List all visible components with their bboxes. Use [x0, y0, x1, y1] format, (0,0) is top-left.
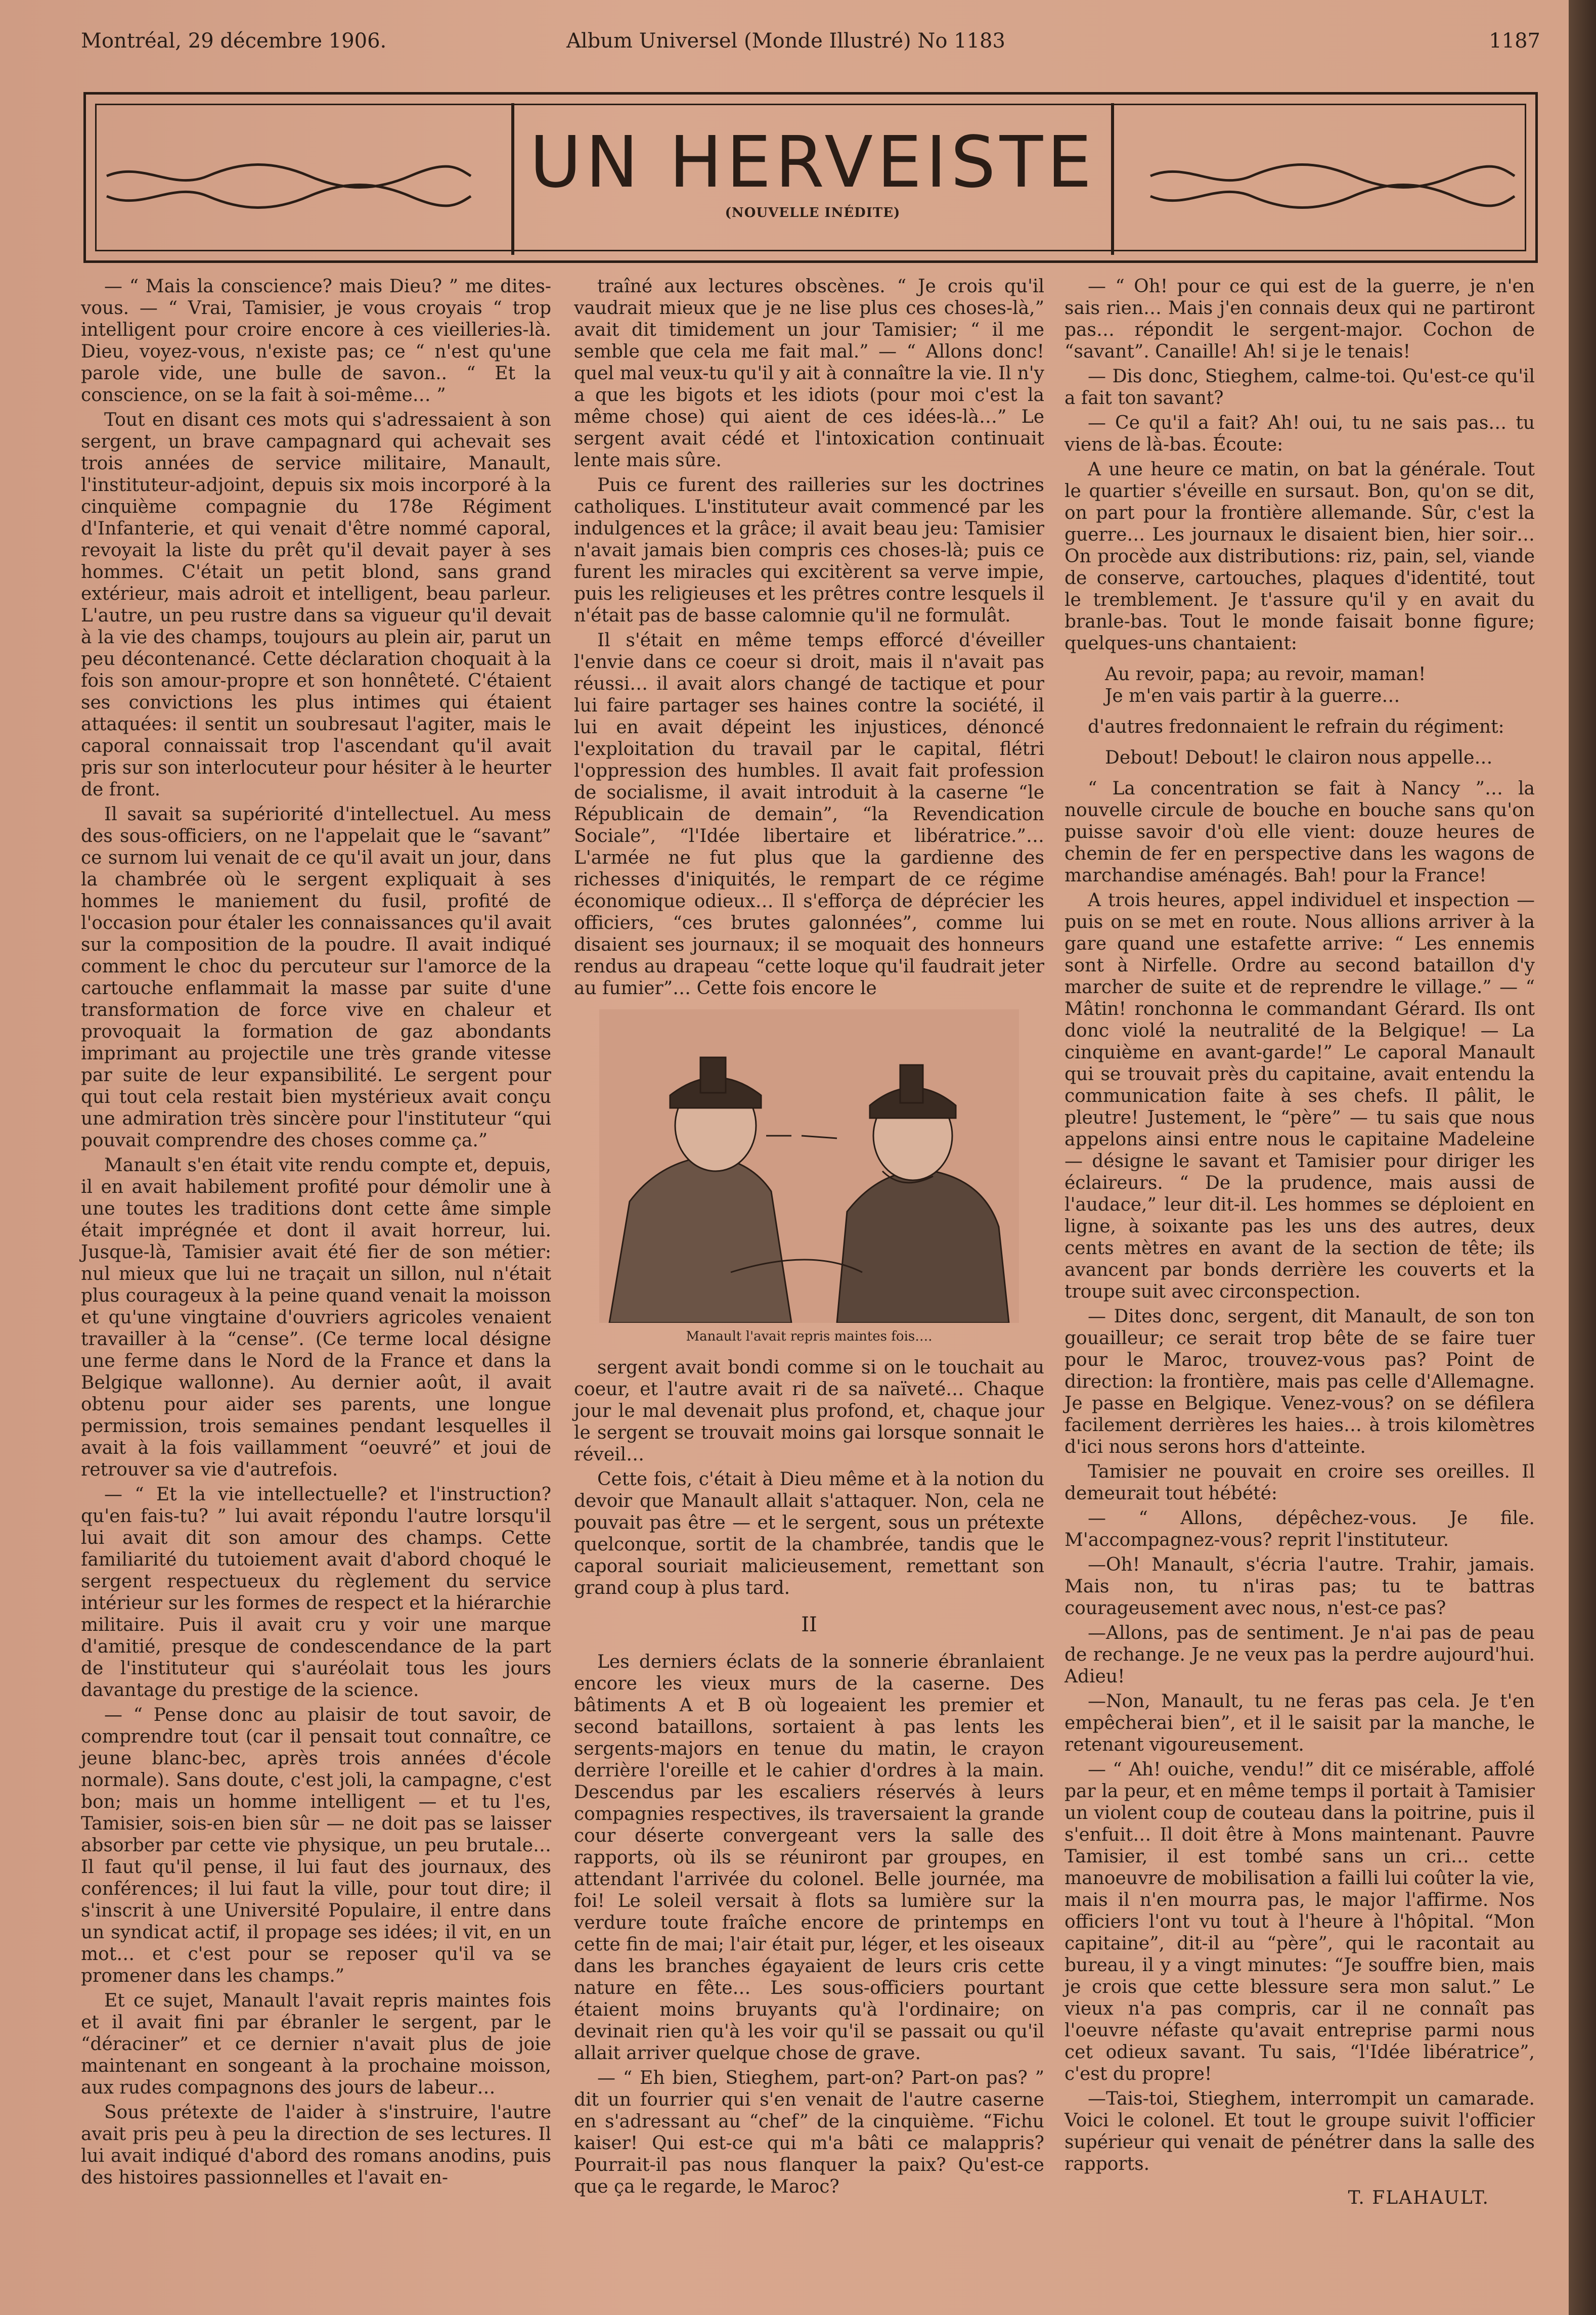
paragraph: Les derniers éclats de la sonnerie ébranlaient encore les vieux murs de la caserne. Des bâtiments A et B où logeaient les premier et second bataillons, sortaient à pas lents les sergents-majors en tenue du matin, le crayon derrière l'oreille et le cahier d'ordres à la main. Descendus par les escaliers réservés à leurs compagnies respectives, ils traversaient la grande cour déserte convergeant vers la salle des rapports, où ils se réuniront par groupes, en attendant l'arrivée du colonel. Belle journée, ma foi! Le soleil versait à flots sa lumière sur la verdure toute fraîche encore de printemps en cette fin de mai; l'air était pur, léger, et les oiseaux dans les branches égayaient de leurs cris cette nature en fête… Les sous-officiers pourtant étaient moins bruyants qu'à l'ordinaire; on devinait rien qu'à les voir qu'il se passait ou qu'il allait arriver quelque chose de grave.: [574, 1652, 1044, 2064]
paragraph: Tout en disant ces mots qui s'adressaient à son sergent, un brave campagnard qui achevait ses trois années de service militaire, Manault, l'instituteur-adjoint, depuis six mois incorporé à la cinquième compagnie du 178e Régiment d'Infanterie, et qui venait d'être nommé caporal, revoyait la liste du prêt qu'il devait payer à ses hommes. C'était un petit blond, sans grand extérieur, mais adroit et intelligent, beau parleur. L'autre, un peu rustre dans sa vigueur qu'il devait à la vie des champs, toujours au plein air, parut un peu décontenancé. Cette déclaration choquait à la fois son amour-propre et son honnêteté. C'étaient ses convictions les plus intimes qui étaient attaquées: il sentit un soubresaut l'agiter, mais le caporal connaissait trop l'ascendant qu'il avait pris sur son interlocuteur pour hésiter à le heurter de front.: [81, 410, 551, 800]
paragraph: — Ce qu'il a fait? Ah! oui, tu ne sais pas… tu viens de là-bas. Écoute:: [1065, 413, 1535, 455]
verse-line: Debout! Debout! le clairon nous appelle…: [1105, 747, 1493, 768]
paragraph: Et ce sujet, Manault l'avait repris maintes fois et il avait fini par ébranler le sergent, par le “déraciner” et ce dernier n'avait plus de joie maintenant en songeant à la prochaine moisson, aux rudes compagnons des jours de labeur…: [81, 1990, 551, 2098]
song-verse: [1105, 747, 1535, 769]
section-heading: II: [801, 1613, 817, 1636]
paragraph: Tamisier ne pouvait en croire ses oreilles. Il demeurait tout hébété:: [1065, 1461, 1535, 1504]
paragraph: “ La concentration se fait à Nancy ”… la nouvelle circule de bouche en bouche sans qu'on puisse savoir d'où elle vient: douze heures de chemin de fer en perspective dans les wagons de marchandise aménagés. Bah! pour la France!: [1065, 778, 1535, 886]
paragraph: Il savait sa supériorité d'intellectuel. Au mess des sous-officiers, on ne l'appelait que le “savant” ce surnom lui venait de ce qu'il avait un jour, dans la chambrée où le sergent expliquait à ses hommes le maniement du fusil, profité de l'occasion pour étaler les connaissances qu'il avait sur la composition de la poudre. Il avait indiqué comment le choc du percuteur sur l'amorce de la cartouche enflammait la masse par suite d'une transformation de force vive en chaleur et provoquait la formation de gaz abondants imprimant au projectile une très grande vitesse par suite de leur expansibilité. Le sergent pour qui tout cela restait bien mystérieux avait conçu une admiration très sincère pour l'instituteur “qui pouvait comprendre des choses comme ça.”: [81, 804, 551, 1151]
title-box: [511, 103, 1114, 255]
banner-inner-frame: [95, 104, 1526, 251]
verse-line: Au revoir, papa; au revoir, maman!: [1105, 664, 1426, 685]
paragraph: sergent avait bondi comme si on le touchait au coeur, et l'autre avait ri de sa naïveté… Chaque jour le mal devenait plus profond, et, chaque jour le sergent se trouvait moins gai lorsque sonnait le réveil…: [574, 1357, 1044, 1465]
paragraph: traîné aux lectures obscènes. “ Je crois qu'il vaudrait mieux que je ne lise plus ces choses-là,” avait dit timidement un jour Tamisier; “ il me semble que cela me fait mal.” — “ Allons donc! quel mal veux-tu qu'il y ait à connaître la vie. Il n'y a que les bigots et les idiots (pour moi c'est la même chose) qui aient de ces idées-là…” Le sergent avait cédé et l'intoxication continuait lente mais sûre.: [574, 276, 1044, 471]
song-verse: [1105, 663, 1535, 707]
page-number: 1187: [1489, 29, 1540, 53]
story-subtitle: (NOUVELLE INÉDITE): [725, 205, 901, 220]
running-head: [76, 29, 1540, 60]
paragraph: — Dis donc, Stieghem, calme-toi. Qu'est-ce qu'il a fait ton savant?: [1065, 366, 1535, 409]
paragraph: Puis ce furent des railleries sur les doctrines catholiques. L'instituteur avait commencé par les indulgences et la grâce; il avait beau jeu: Tamisier n'avait jamais bien compris ces choses-là; puis ce furent les miracles qui excitèrent sa verve impie, puis les religieuses et les prêtres contre lesquels il n'était pas de basse calomnie qu'il ne formulât.: [574, 475, 1044, 626]
paragraph: — “ Et la vie intellectuelle? et l'instruction? qu'en fais-tu? ” lui avait répondu l'autre lorsqu'il lui avait dit son amour des champs. Cette familiarité du tutoiement avait d'abord choqué le sergent respectueux du règlement du service intérieur sur les formes de respect et la hiérarchie militaire. Puis il avait cru y voir une marque d'amitié, presque de condescendance de la part de l'instituteur qui s'auréolait tous les jours davantage du prestige de la science.: [81, 1484, 551, 1701]
column-1: [81, 276, 551, 2286]
soldiers-illustration: [599, 1009, 1019, 1323]
paragraph: d'autres fredonnaient le refrain du régiment:: [1088, 717, 1504, 737]
left-scroll-ornament: [102, 156, 476, 216]
paragraph: —Allons, pas de sentiment. Je n'ai pas de peau de rechange. Je ne veux pas la perdre aujourd'hui. Adieu!: [1065, 1623, 1535, 1687]
paragraph: A trois heures, appel individuel et inspection — puis on se met en route. Nous allions arriver à la gare quand une estafette arrive: “ Les ennemis sont à Nirfelle. Ordre au second bataillon d'y marcher de suite et de reprendre le village.” — “ Mâtin! ronchonna le commandant Gérard. Ils ont donc violé la neutralité de la Belgique! — La cinquième en avant-garde!” Le caporal Manault qui se trouvait près du capitaine, avait entendu la communication faite à ses chefs. Il pâlit, le pleutre! Justement, le “père” — tu sais que nous appelons ainsi entre nous le capitaine Madeleine — désigne le savant et Tamisier pour diriger les éclaireurs. “ De la prudence, mais aussi de l'audace,” leur dit-il. Les hommes se déploient en ligne, à soixante pas les uns des autres, deux cents mètres en avant de la section de tête; ils avancent par bonds derrière les couverts et la troupe suit avec circonspection.: [1065, 890, 1535, 1302]
publication-name: Album Universel (Monde Illustré) No 1183: [566, 29, 1005, 53]
paragraph: —Oh! Manault, s'écria l'autre. Trahir, jamais. Mais non, tu n'iras pas; tu te battras courageusement avec nous, n'est-ce pas?: [1065, 1554, 1535, 1619]
issue-date: Montréal, 29 décembre 1906.: [81, 29, 387, 53]
paragraph: — “ Eh bien, Stieghem, part-on? Part-on pas? ” dit un fourrier qui s'en venait de l'autre caserne en s'adressant au “chef” de la cinquième. “Fichu kaiser! Qui est-ce qui m'a bâti ce malappris? Pourrait-il pas nous flanquer la paix? Qu'est-ce que ça le regarde, le Maroc?: [574, 2068, 1044, 2197]
paragraph: — “ Allons, dépêchez-vous. Je file. M'accompagnez-vous? reprit l'instituteur.: [1065, 1508, 1535, 1550]
paragraph: —Tais-toi, Stieghem, interrompit un camarade. Voici le colonel. Et tout le groupe suivit l'officier supérieur qui venait de pénétrer dans la salle des rapports.: [1065, 2088, 1535, 2174]
title-banner: [83, 92, 1538, 263]
illustration-caption: Manault l'avait repris maintes fois….: [686, 1329, 933, 1344]
paragraph: — “ Oh! pour ce qui est de la guerre, je n'en sais rien… Mais j'en connais deux qui ne partiront pas… répondit le sergent-major. Cochon de “savant”. Canaille! Ah! si je le tenais!: [1065, 276, 1535, 362]
page-edge-shadow: [1569, 0, 1596, 2315]
column-3: [1065, 276, 1535, 2286]
verse-line: Je m'en vais partir à la guerre…: [1105, 686, 1400, 706]
right-scroll-ornament: [1145, 156, 1520, 216]
story-title: UN HERVEISTE: [529, 121, 1096, 204]
paragraph: Il s'était en même temps efforcé d'éveiller l'envie dans ce coeur si droit, mais il n'avait pas réussi… il avait alors changé de tactique et pour lui faire partager ses haines contre la société, il lui en avait dépeint les injustices, dénoncé l'exploitation du travail par le capital, flétri l'oppression des humbles. Il avait fait profession de socialisme, il avait introduit à la caserne “le Républicain de demain”, “la Revendication Sociale”, “l'Idée libertaire et libératrice.”… L'armée ne fut plus que la gardienne des richesses d'iniquités, le rempart de ce régime économique odieux… Il s'efforça de déprécier les officiers, “ces brutes galonnées”, comme lui disaient ses journaux; il se moquait des honneurs rendus au drapeau “cette loque qu'il faudrait jeter au fumier”… Cette fois encore le: [574, 630, 1044, 999]
paragraph: Manault s'en était vite rendu compte et, depuis, il en avait habilement profité pour démolir une à une toutes les traditions dont cette âme simple était imprégnée et dont il avait horreur, lui. Jusque-là, Tamisier avait été fier de son métier: nul mieux que lui ne traçait un sillon, nul n'était plus courageux à la peine quand venait la moisson et qu'une vingtaine d'ouvriers agricoles venaient travailler à la “cense”. (Ce terme local désigne une ferme dans le Nord de la France et dans la Belgique wallonne). Au dernier août, il avait obtenu pour aider ses parents, une longue permission, trois semaines pendant lesquelles il avait à la fois vaillamment “oeuvré” et joui de retrouver sa vie d'autrefois.: [81, 1155, 551, 1480]
paragraph: —Non, Manault, tu ne feras pas cela. Je t'en empêcherai bien”, et il le saisit par la manche, le retenant vigoureusement.: [1065, 1691, 1535, 1755]
paragraph: — “ Mais la conscience? mais Dieu? ” me dites-vous. — “ Vrai, Tamisier, je vous croyais “ trop intelligent pour croire encore à ces vieilleries-là. Dieu, voyez-vous, n'existe pas; ce “ n'est qu'une parole vide, une bulle de savon.. “ Et la conscience, on se la fait à soi-même… ”: [81, 276, 551, 406]
author-signature: T. FLAHAULT.: [1348, 2188, 1489, 2208]
paragraph: — “ Pense donc au plaisir de tout savoir, de comprendre tout (car il pensait tout connaître, ce jeune blanc-bec, après trois années d'école normale). Sans doute, c'est joli, la campagne, c'est bon; mais un homme intelligent — et tu l'es, Tamisier, sois-en bien sûr — ne doit pas se laisser absorber par cette vie physique, un peu brutale… Il faut qu'il pense, il lui faut des journaux, des conférences; il lui faut la ville, pour tout dire; il s'inscrit à une Université Populaire, il entre dans un syndicat actif, il propage ses idées; il vit, en un mot… et c'est pour se reposer qu'il va se promener dans les champs.”: [81, 1705, 551, 1986]
paragraph: A une heure ce matin, on bat la générale. Tout le quartier s'éveille en sursaut. Bon, qu'on se dit, on part pour la frontière allemande. Sûr, c'est la guerre… Les journaux le disaient bien, hier soir… On procède aux distributions: riz, pain, sel, viande de conserve, cartouches, plaques d'identité, tout le tremblement. Je t'assure qu'il y en avait du branle-bas. Tout le monde faisait bonne figure; quelques-uns chantaient:: [1065, 459, 1535, 654]
paragraph: — “ Ah! ouiche, vendu!” dit ce misérable, affolé par la peur, et en même temps il portait à Tamisier un violent coup de couteau dans la poitrine, puis il s'enfuit… Il doit être à Mons maintenant. Pauvre Tamisier, il est tombé sans un cri… cette manoeuvre de mobilisation a failli lui coûter la vie, mais il n'en mourra pas, le major l'affirme. Nos officiers l'ont vu tout à l'heure à l'hôpital. “Mon capitaine”, dit-il au “père”, qui le racontait au bureau, il y a vingt minutes: “Je souffre bien, mais je crois que cette blessure sera mon salut.” Le vieux n'a pas compris, car il ne connaît pas l'oeuvre néfaste qu'avait entreprise parmi nous cet odieux savant. Tu sais, “l'Idée libératrice”, c'est du propre!: [1065, 1759, 1535, 2084]
paragraph: Cette fois, c'était à Dieu même et à la notion du devoir que Manault allait s'attaquer. Non, cela ne pouvait pas être — et le sergent, sous un prétexte quelconque, sortit de la chambrée, tandis que le caporal souriait malicieusement, remettant son grand coup à plus tard.: [574, 1469, 1044, 1598]
paragraph: Sous prétexte de l'aider à s'instruire, l'autre avait pris peu à peu la direction de ses lectures. Il lui avait indiqué d'abord des romans anodins, puis des histoires passionnelles et l'avait en-: [81, 2102, 551, 2188]
paragraph: — Dites donc, sergent, dit Manault, de son ton gouailleur; ce serait trop bête de se faire tuer pour le Maroc, trouvez-vous pas? Point de direction: la frontière, mais pas celle d'Allemagne. Je passe en Belgique. Venez-vous? on se défilera facilement derrières les haies… à trois kilomètres d'ici nous serons hors d'atteinte.: [1065, 1306, 1535, 1457]
column-2: [574, 276, 1044, 2286]
